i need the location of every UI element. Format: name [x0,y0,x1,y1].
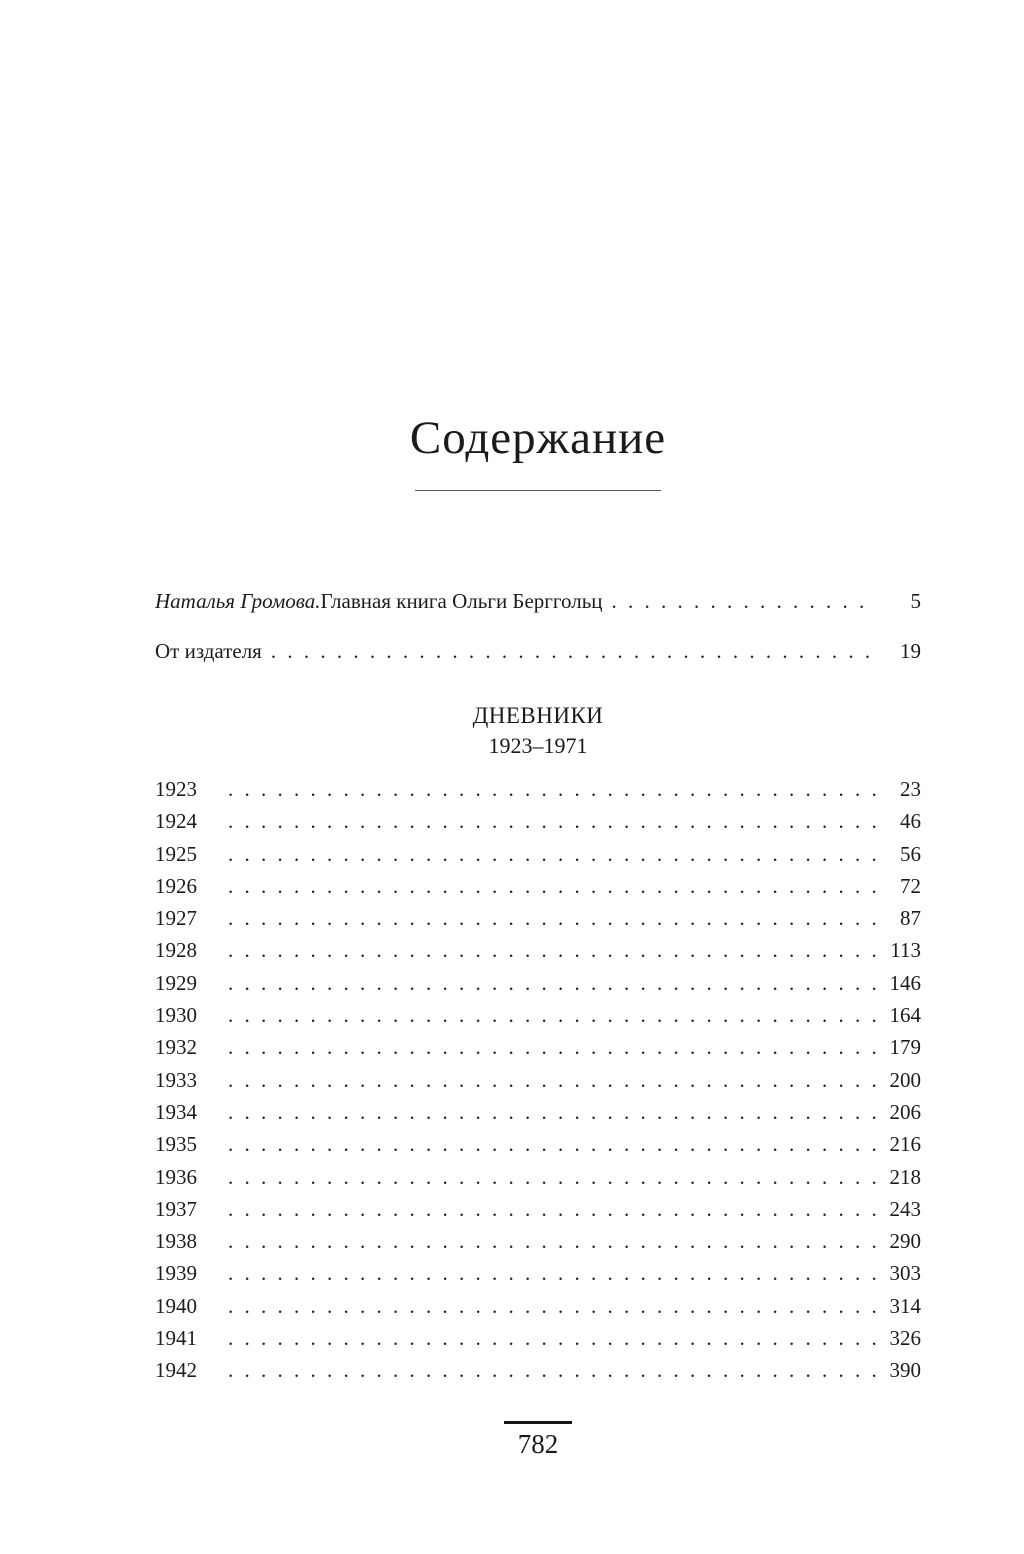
dot-leader [228,838,877,870]
dot-leader [612,587,877,615]
dot-leader [228,1322,877,1354]
dot-leader [228,805,877,837]
toc-year-page: 46 [900,809,921,834]
toc-year-label: 1939 [155,1261,197,1286]
toc-year-label: 1941 [155,1326,197,1351]
dot-leader [228,1096,877,1128]
toc-year-label: 1926 [155,873,197,898]
toc-year-label: 1934 [155,1099,197,1124]
toc-year-entry [155,805,921,837]
title-rule [415,490,661,491]
toc-year-entry [155,902,921,934]
toc-year-page: 23 [900,777,921,801]
toc-year-page: 326 [889,1326,921,1351]
section-heading: ДНЕВНИКИ [472,703,604,728]
dot-leader [228,870,877,902]
toc-year-page: 218 [889,1164,921,1189]
dot-leader [228,1128,877,1160]
dot-leader [228,1290,877,1322]
toc-year-page: 146 [889,970,921,995]
toc-year-label: 1937 [155,1196,197,1221]
folio-page-number: 782 [517,1428,559,1459]
toc-year-entry [155,870,921,902]
toc-year-label: 1930 [155,1003,197,1028]
section-subheading: 1923–1971 [488,733,588,758]
diary-year-entries [155,773,921,1387]
dot-leader [228,1161,877,1193]
toc-year-entry [155,1096,921,1128]
toc-entry [155,637,921,665]
toc-year-page: 216 [889,1132,921,1157]
toc-year-page: 303 [889,1261,921,1286]
toc-year-page: 113 [890,938,921,963]
toc-entry-author: Наталья Громова. [155,589,321,613]
toc-year-entry [155,1064,921,1096]
toc-year-label: 1935 [155,1132,197,1157]
toc-year-label: 1936 [155,1164,197,1189]
section-head [155,701,921,761]
toc-year-entry [155,1354,921,1386]
toc-year-entry [155,1161,921,1193]
page-footer [155,1421,921,1461]
dot-leader [228,1257,877,1289]
toc-year-page: 72 [900,873,921,898]
dot-leader [228,773,877,805]
toc-year-page: 206 [889,1099,921,1124]
toc-year-label: 1942 [155,1358,197,1383]
toc-year-page: 87 [900,906,921,931]
toc-year-label: 1924 [155,809,197,834]
toc-year-label: 1940 [155,1293,197,1318]
toc-entry-page: 19 [900,639,921,663]
toc-year-entry [155,1290,921,1322]
toc-year-entry [155,967,921,999]
toc-year-label: 1927 [155,906,197,931]
toc-year-page: 290 [889,1229,921,1254]
dot-leader [228,934,877,966]
toc-year-entry [155,1193,921,1225]
toc-year-label: 1925 [155,841,197,866]
toc-year-entry [155,1225,921,1257]
toc-entry [155,587,921,615]
toc-year-page: 56 [900,841,921,866]
toc-year-label: 1929 [155,970,197,995]
toc-year-entry [155,1128,921,1160]
dot-leader [228,999,877,1031]
toc-year-entry [155,999,921,1031]
toc-year-entry [155,1322,921,1354]
toc-year-label: 1933 [155,1067,197,1092]
toc-year-entry [155,838,921,870]
toc-year-label: 1932 [155,1035,197,1060]
front-matter-entries [155,587,921,665]
dot-leader [228,1031,877,1063]
toc-year-entry [155,1257,921,1289]
toc-year-entry [155,773,921,805]
toc-year-label: 1938 [155,1229,197,1254]
toc-year-page: 164 [889,1003,921,1028]
page-title: Содержание [409,412,667,464]
toc-year-label: 1923 [155,777,197,801]
toc-year-page: 179 [889,1035,921,1060]
dot-leader [271,637,877,665]
dot-leader [228,1354,877,1386]
toc-year-entry [155,934,921,966]
toc-year-page: 314 [889,1293,921,1318]
toc-year-page: 243 [889,1196,921,1221]
toc-year-entry [155,1031,921,1063]
toc-year-page: 390 [889,1358,921,1383]
toc-year-label: 1928 [155,938,197,963]
dot-leader [228,967,877,999]
toc-entry-label: От издателя [155,639,262,663]
toc-entry-page: 5 [910,589,921,613]
toc-entry-label: Главная книга Ольги Берггольц [320,589,603,613]
toc-year-page: 200 [889,1067,921,1092]
footer-rule [504,1421,572,1424]
dot-leader [228,1193,877,1225]
dot-leader [228,1064,877,1096]
dot-leader [228,902,877,934]
contents-page [155,0,921,1554]
dot-leader [228,1225,877,1257]
